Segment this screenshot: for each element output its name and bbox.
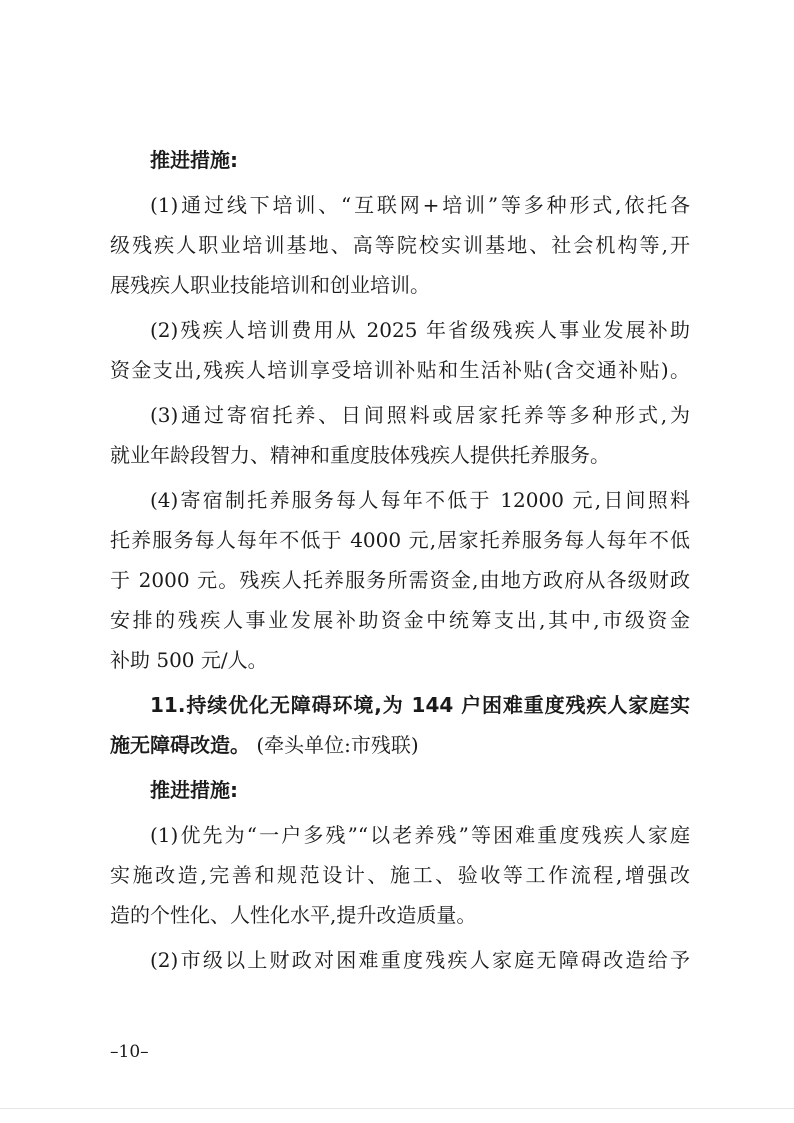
paragraph-line: 资金支出,残疾人培训享受培训补贴和生活补贴(含交通补贴)。 xyxy=(110,358,690,382)
section-heading-measures: 推进措施: xyxy=(150,778,238,802)
paragraph-line: 托养服务每人每年不低于 4000 元,居家托养服务每人每年不低 xyxy=(110,528,690,552)
paragraph-line: 安排的残疾人事业发展补助资金中统筹支出,其中,市级资金 xyxy=(110,608,690,632)
item-heading: 11.持续优化无障碍环境,为 144 户困难重度残疾人家庭实 xyxy=(150,693,690,717)
paragraph-line: 级残疾人职业培训基地、高等院校实训基地、社会机构等,开 xyxy=(110,233,690,257)
paragraph-line: 于 2000 元。残疾人托养服务所需资金,由地方政府从各级财政 xyxy=(110,568,690,592)
paragraph-line: (1)通过线下培训、“互联网+培训”等多种形式,依托各 xyxy=(150,193,690,217)
paragraph-line: (2)市级以上财政对困难重度残疾人家庭无障碍改造给予 xyxy=(150,948,690,972)
paragraph-line: 就业年龄段智力、精神和重度肢体残疾人提供托养服务。 xyxy=(110,443,610,467)
paragraph-line: (2)残疾人培训费用从 2025 年省级残疾人事业发展补助 xyxy=(150,318,690,342)
paragraph-line: 造的个性化、人性化水平,提升改造质量。 xyxy=(110,903,477,927)
lead-unit-note: (牵头单位:市残联) xyxy=(256,733,419,757)
scan-edge-divider xyxy=(0,1108,794,1109)
item-heading-continuation xyxy=(110,731,690,759)
paragraph-line: 实施改造,完善和规范设计、施工、验收等工作流程,增强改 xyxy=(110,863,690,887)
page-number: –10– xyxy=(110,1042,149,1062)
paragraph-line: 补助 500 元/人。 xyxy=(110,648,268,672)
paragraph-line: (4)寄宿制托养服务每人每年不低于 12000 元,日间照料 xyxy=(150,488,690,512)
paragraph-line: 展残疾人职业技能培训和创业培训。 xyxy=(110,273,430,297)
section-heading-measures: 推进措施: xyxy=(150,148,238,172)
paragraph-line: (1)优先为“一户多残”“以老养残”等困难重度残疾人家庭 xyxy=(150,823,690,847)
paragraph-line: (3)通过寄宿托养、日间照料或居家托养等多种形式,为 xyxy=(150,403,690,427)
item-heading-text: 施无障碍改造。 xyxy=(110,733,250,757)
